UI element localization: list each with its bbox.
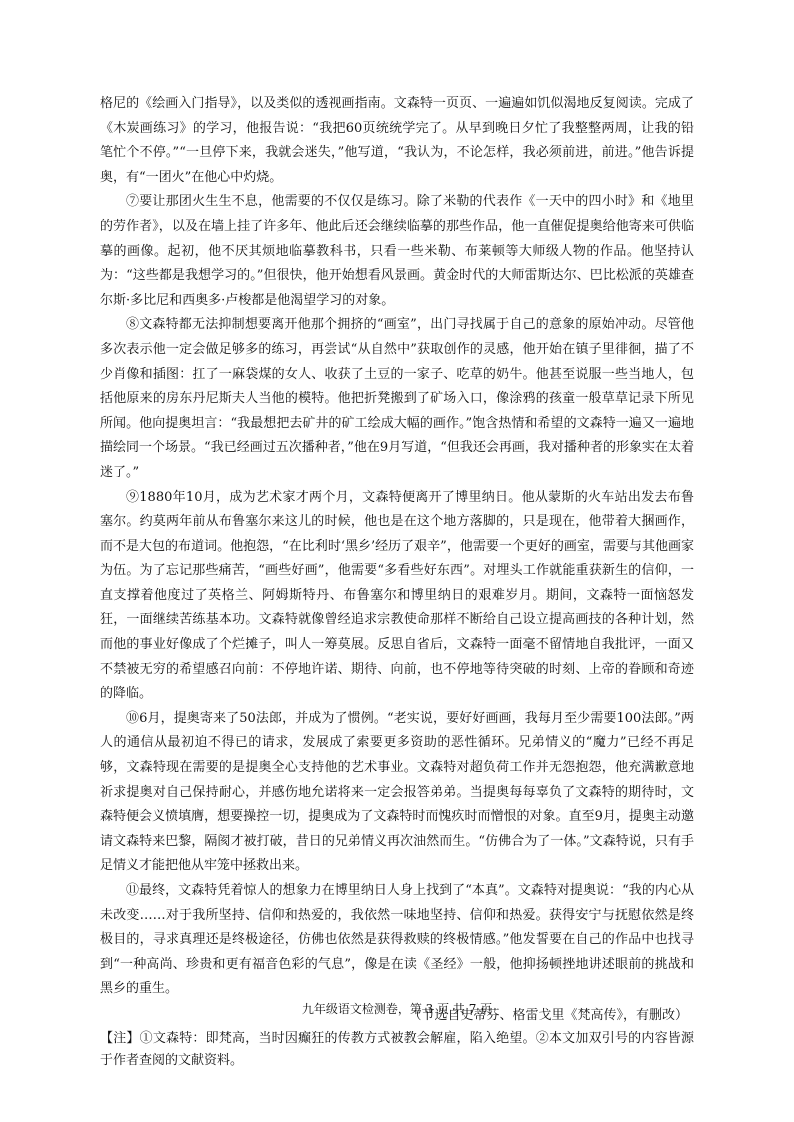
footnote: 【注】①文森特：即梵高，当时因癫狂的传教方式被教会解雇，陷入绝望。②本文加双引号的内容皆源于作者查阅的文献资料。 [100, 1030, 694, 1068]
document-body [100, 92, 694, 1072]
paragraph-8: ⑧文森特都无法抑制想要离开他那个拥挤的“画室”，出门寻找属于自己的意象的原始冲动。尽管他多次表示他一定会做足够多的练习，再尝试“从自然中”获取创作的灵感，他开始在镇子里徘徊，描了不少肖像和插图：扛了一麻袋煤的女人、收获了土豆的一家子、吃草的奶牛。他甚至说服一些当地人，包括他原来的房东丹尼斯夫人当他的模特。他把折凳搬到了矿场入口，像涂鸦的孩童一般草草记录下所见所闻。他向提奥坦言：“我最想把去矿井的矿工绘成大幅的画作。”饱含热情和希望的文森特一遍又一遍地描绘同一个场景。“我已经画过五次播种者，”他在9月写道，“但我还会再画，我对播种者的形象实在太着迷了。” [100, 317, 694, 480]
paragraph-7: ⑦要让那团火生生不息，他需要的不仅仅是练习。除了米勒的代表作《一天中的四小时》和《地里的劳作者》，以及在墙上挂了许多年、他此后还会继续临摹的那些作品，他一直催促提奥给他寄来可供临摹的画像。起初，他不厌其烦地临摹教科书，只看一些米勒、布莱顿等大师级人物的作品。他坚持认为：“这些都是我想学习的。”但很快，他开始想看风景画。黄金时代的大师雷斯达尔、巴比松派的英雄查尔斯·多比尼和西奥多·卢梭都是他渴望学习的对象。 [100, 194, 694, 308]
source-citation: （节选自史蒂芬、格雷戈里《梵高传》，有删改） [408, 1007, 688, 1023]
page-footer: 九年级语文检测卷，第 3 页 共 7 页 [301, 1002, 493, 1016]
paragraph-continued: 格尼的《绘画入门指导》，以及类似的透视画指南。文森特一页页、一遍遍如饥似渴地反复阅读。完成了《木炭画练习》的学习，他报告说：“我把60页统统学完了。从早到晚日夕忙了我整整两周，让我的铅笔忙个不停。”“一旦停下来，我就会迷失，”他写道，“我认为，不论怎样，我必须前进，前进。”他告诉提奥，有“一团火”在他心中灼烧。 [100, 96, 694, 185]
paragraph-10: ⑩6月，提奥寄来了50法郎，并成为了惯例。“老实说，要好好画画，我每月至少需要100法郎。”两人的通信从最初迫不得已的请求，发展成了索要更多资助的恶性循环。兄弟情义的“魔力”已经不再足够，文森特现在需要的是提奥全心支持他的艺术事业。文森特对超负荷工作并无怨抱怨，他充满歉意地祈求提奥对自己保持耐心，并感伤地允诺将来一定会报答弟弟。当提奥每每辜负了文森特的期待时，文森特便会义愤填膺，想要操控一切，提奥成为了文森特时而愧疚时而憎恨的对象。直至9月，提奥主动邀请文森特来巴黎，隔阂才被打破，昔日的兄弟情义再次油然而生。“仿佛合为了一体。”文森特说，只有手足情义才能把他从牢笼中拯救出来。 [100, 710, 694, 874]
paragraph-9: ⑨1880年10月，成为艺术家才两个月，文森特便离开了博里纳日。他从蒙斯的火车站出发去布鲁塞尔。约莫两年前从布鲁塞尔来这儿的时候，他也是在这个地方落脚的，只是现在，他带着大捆画作，而不是大包的布道词。他抱怨，“在比利时‘黑乡’经历了艰辛”，他需要一个更好的画室，需要与其他画家为伍。为了忘记那些痛苦，“画些好画”，他需要“多看些好东西”。对埋头工作就能重获新生的信仰，一直支撑着他度过了英格兰、阿姆斯特丹、布鲁塞尔和博里纳日的艰难岁月。期间，文森特一面恼怒发狂，一面继续苦练基本功。文森特就像曾经追求宗教使命那样不断给自己设立提高画技的各种计划，然而他的事业好像成了个烂摊子，叫人一筹莫展。反思自省后，文森特一面毫不留情地自我批评，一面又不禁被无穷的希望感召向前：不停地许诺、期待、向前，也不停地等待突破的时刻、上帝的眷顾和奇迹的降临。 [100, 489, 694, 702]
paragraph-11: ⑪最终，文森特凭着惊人的想象力在博里纳日人身上找到了“本真”。文森特对提奥说：“我的内心从未改变……对于我所坚持、信仰和热爱的，我依然一味地坚持、信仰和热爱。获得安宁与抚慰依然是终极目的，寻求真理还是终极途径，仿佛也依然是获得救赎的终极情感。”他发誓要在自己的作品中也找寻到“一种高尚、珍贵和更有福音色彩的气息”，像是在读《圣经》一般，他抑扬顿挫地讲述眼前的挑战和黑乡的重生。 [100, 883, 694, 997]
